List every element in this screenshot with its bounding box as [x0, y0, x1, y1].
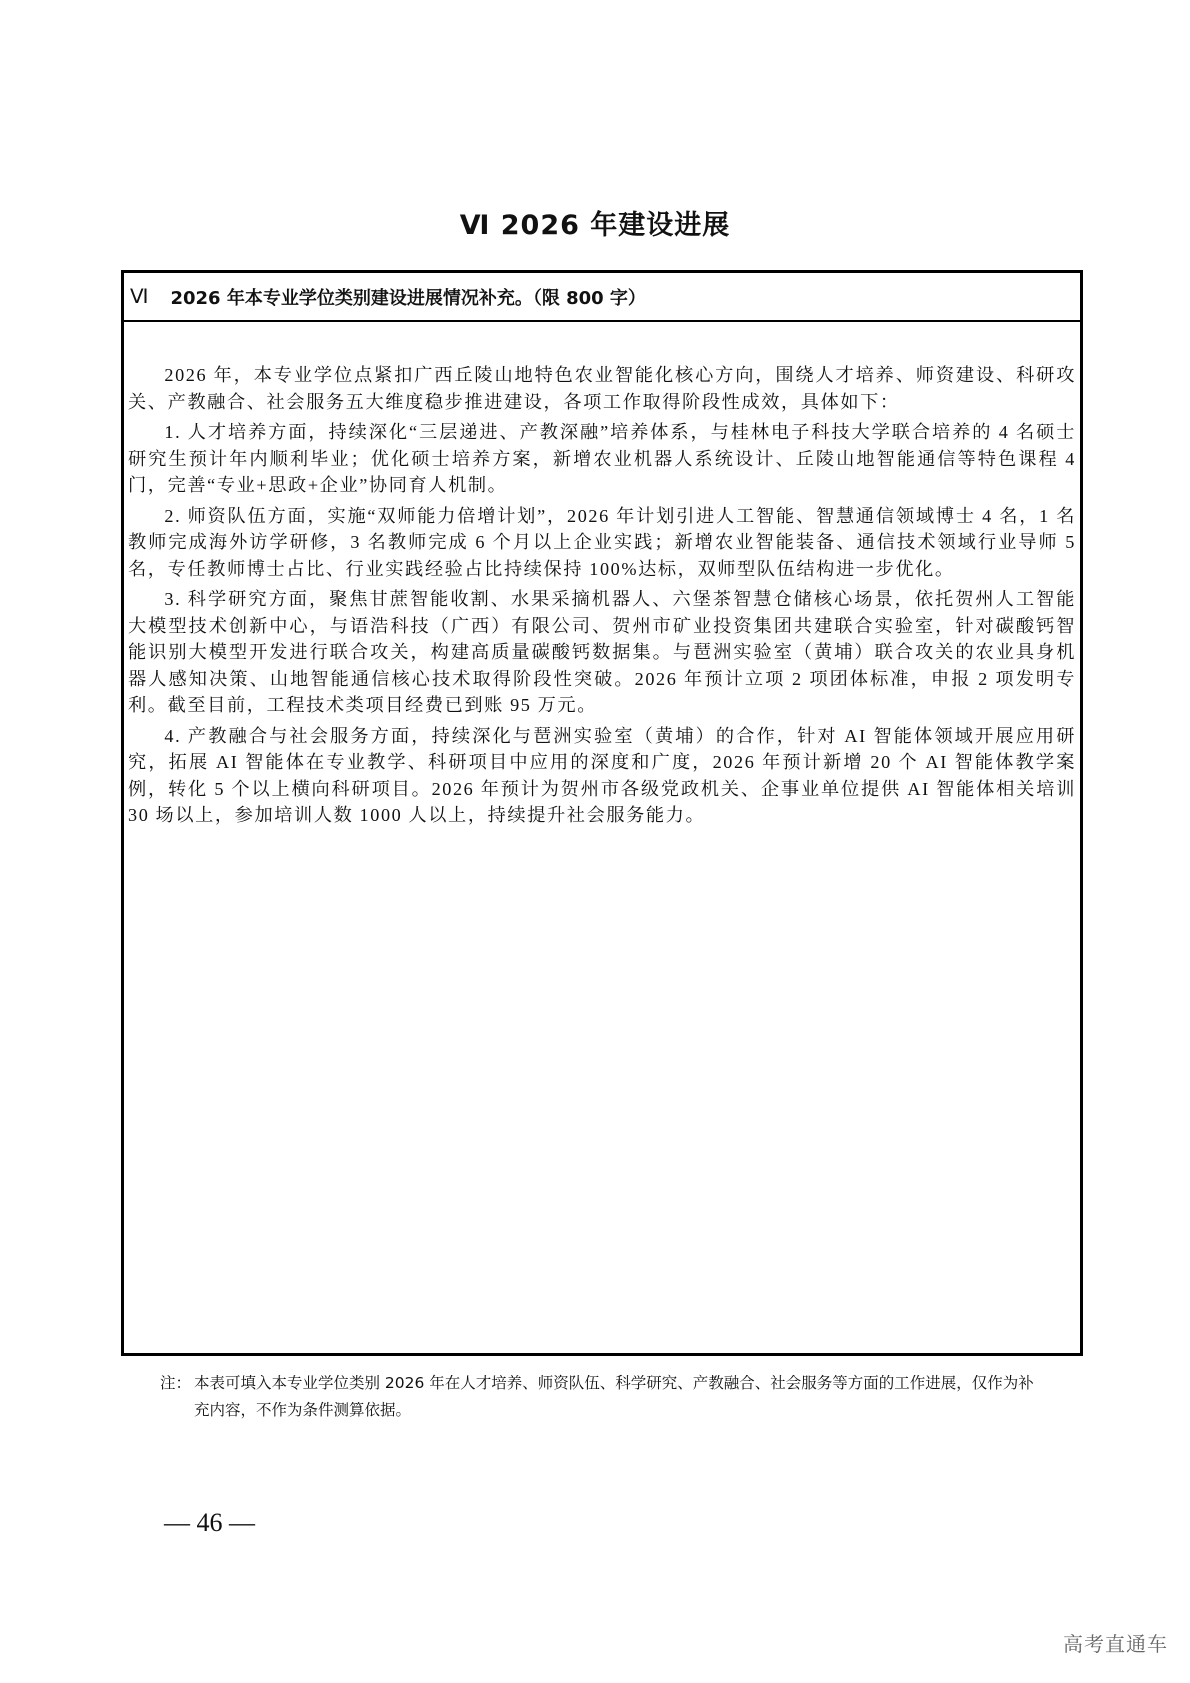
- paragraph-industry-service: 4. 产教融合与社会服务方面，持续深化与琶洲实验室（黄埔）的合作，针对 AI 智能体领域开展应用研究，拓展 AI 智能体在专业教学、科研项目中应用的深度和广度，2026 年预计新增 20 个 AI 智能体教学案例，转化 5 个以上横向科研项目。2026 年预计为贺州市各级党政机关、企事业单位提供 AI 智能体相关培训 30 场以上，参加培训人数 1000 人以上，持续提升社会服务能力。: [128, 725, 1076, 825]
- paragraph-talent-training: 1. 人才培养方面，持续深化“三层递进、产教深融”培养体系，与桂林电子科技大学联合培养的 4 名硕士研究生预计年内顺利毕业；优化硕士培养方案，新增农业机器人系统设计、丘陵山地智能通信等特色课程 4 门，完善“专业+思政+企业”协同育人机制。: [128, 422, 1076, 495]
- footnote: [160, 1370, 1040, 1424]
- footnote-text: 本表可填入本专业学位类别 2026 年在人才培养、师资队伍、科学研究、产教融合、社会服务等方面的工作进展，仅作为补充内容，不作为条件测算依据。: [194, 1374, 1034, 1419]
- section-heading: 2026 年本专业学位类别建设进展情况补充。（限 800 字）: [170, 287, 646, 309]
- watermark: 高考直通车: [1063, 1632, 1168, 1656]
- paragraph-intro: 2026 年，本专业学位点紧扣广西丘陵山地特色农业智能化核心方向，围绕人才培养、师资建设、科研攻关、产教融合、社会服务五大维度稳步推进建设，各项工作取得阶段性成效，具体如下：: [128, 365, 1076, 412]
- progress-table: [121, 270, 1083, 1356]
- table-header-row: [124, 273, 1080, 322]
- paragraph-research: 3. 科学研究方面，聚焦甘蔗智能收割、水果采摘机器人、六堡茶智慧仓储核心场景，依托贺州人工智能大模型技术创新中心，与语浩科技（广西）有限公司、贺州市矿业投资集团共建联合实验室，针对碳酸钙智能识别大模型开发进行联合攻关，构建高质量碳酸钙数据集。与琶洲实验室（黄埔）联合攻关的农业具身机器人感知决策、山地智能通信核心技术取得阶段性突破。2026 年预计立项 2 项团体标准，申报 2 项发明专利。截至目前，工程技术类项目经费已到账 95 万元。: [128, 589, 1076, 715]
- paragraph-faculty: 2. 师资队伍方面，实施“双师能力倍增计划”，2026 年计划引进人工智能、智慧通信领域博士 4 名，1 名教师完成海外访学研修，3 名教师完成 6 个月以上企业实践；新增农业智能装备、通信技术领域行业导师 5 名，专任教师博士占比、行业实践经验占比持续保持 100%达标，双师型队伍结构进一步优化。: [128, 505, 1076, 579]
- page-title: Ⅵ 2026 年建设进展: [459, 210, 731, 241]
- page-number: — 46 —: [164, 1508, 255, 1537]
- footnote-label: 注：: [160, 1374, 192, 1392]
- section-roman-numeral: Ⅵ: [130, 286, 149, 308]
- table-body: [124, 322, 1080, 829]
